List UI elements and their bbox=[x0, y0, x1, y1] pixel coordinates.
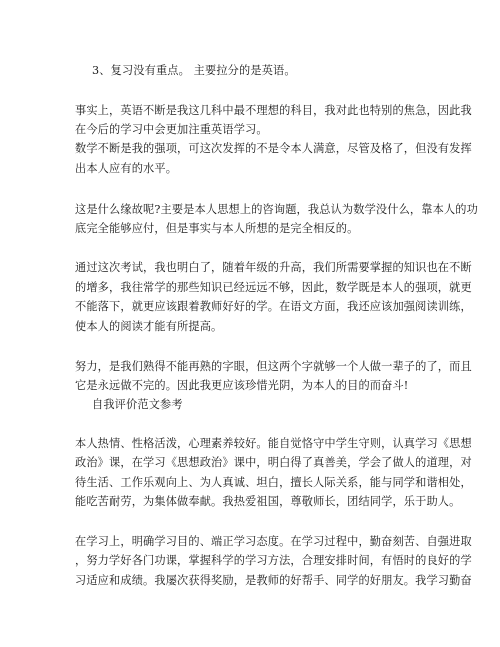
paragraph-line: 使本人的阅读才能有所提高。 bbox=[75, 320, 223, 333]
paragraph-line: 在学习上，明确学习目的、端正学习态度。在学习过程中，勤奋刻苦、自强进取 bbox=[75, 535, 472, 548]
paragraph-line: 习适应和成绩。我屡次获得奖励，是教师的好帮手、同学的好朋友。我学习勤奋 bbox=[75, 574, 472, 587]
paragraph-line: 在今后的学习中会更加注重英语学习。 bbox=[75, 123, 268, 136]
paragraph-line: 底完全能够应付，但是事实与本人所想的是完全相反的。 bbox=[75, 222, 359, 235]
section-title: 自我评价范文参考 bbox=[92, 398, 183, 411]
paragraph-line: 不能落下，就更应该跟着教师好好的学。在语文方面，我还应该加强阅读训练， bbox=[75, 300, 472, 313]
paragraph-line: ，努力学好各门功课，掌握科学的学习方法，合理安排时间，有悟时的良好的学 bbox=[75, 554, 472, 567]
paragraph-line: 这是什么缘故呢?主要是本人思想上的咨询题，我总认为数学没什么，靠本人的功 bbox=[75, 203, 478, 216]
paragraph-line: 本人热情、性格活泼，心理素养较好。能自觉恪守中学生守则，认真学习《思想 bbox=[75, 437, 472, 450]
list-item-3: 3、复习没有重点。 主要拉分的是英语。 bbox=[92, 64, 296, 77]
paragraph-line: 事实上，英语不断是我这几科中最不理想的科目，我对此也特别的焦急，因此我 bbox=[75, 104, 472, 117]
paragraph-line: 努力，是我们熟得不能再熟的字眼，但这两个字就够一个人做一辈子的了，而且 bbox=[75, 360, 472, 373]
paragraph-line: 数学不断是我的强项，可这次发挥的不是令本人满意，尽管及格了，但没有发挥 bbox=[75, 142, 472, 155]
paragraph-line: 的增多，我往常学的那些知识已经远远不够，因此，数学既是本人的强项，就更 bbox=[75, 281, 472, 294]
paragraph-line: 政治》课，在学习《思想政治》课中，明白得了真善美，学会了做人的道理，对 bbox=[75, 456, 472, 469]
paragraph-line: 能吃苦耐劳，为集体做奉献。我热爱祖国，尊敬师长，团结同学，乐于助人。 bbox=[75, 495, 461, 508]
paragraph-line: 通过这次考试，我也明白了，随着年级的升高，我们所需要掌握的知识也在不断 bbox=[75, 261, 472, 274]
paragraph-line: 待生活、工作乐观向上、为人真诚、坦白，擅长人际关系，能与同学和谐相处， bbox=[75, 476, 472, 489]
paragraph-line: 出本人应有的水平。 bbox=[75, 162, 178, 175]
paragraph-line: 它是永远做不完的。因此我更应该珍惜光阴，为本人的目的而奋斗! bbox=[75, 379, 409, 392]
